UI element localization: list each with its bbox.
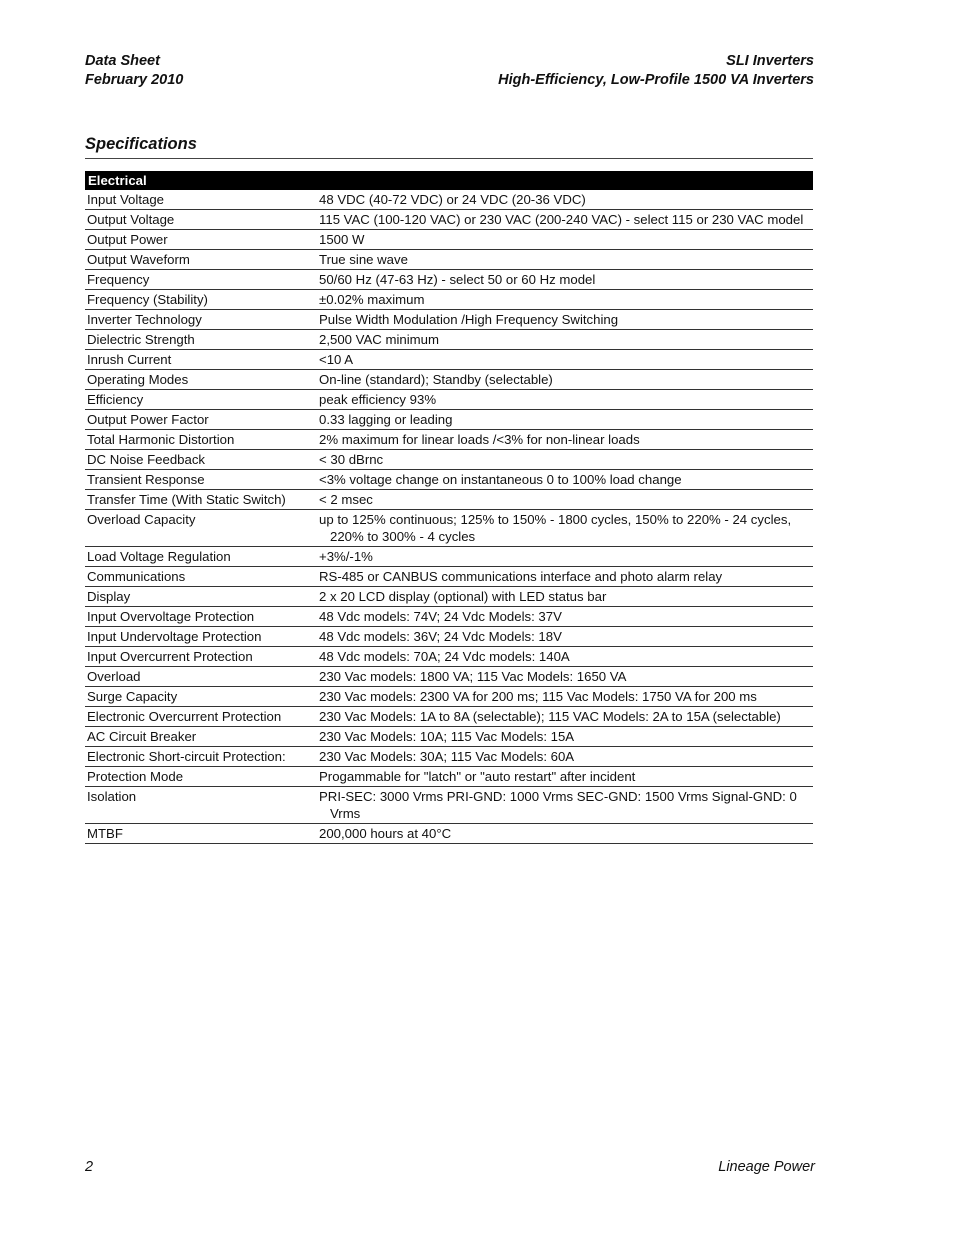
spec-value-cell bbox=[313, 450, 813, 470]
table-row bbox=[85, 824, 813, 844]
spec-value: < 30 dBrnc bbox=[319, 452, 384, 467]
spec-value: 2,500 VAC minimum bbox=[319, 332, 439, 347]
spec-value-cell bbox=[313, 410, 813, 430]
table-row bbox=[85, 787, 813, 824]
table-row bbox=[85, 390, 813, 410]
spec-value-cell bbox=[313, 647, 813, 667]
table-row bbox=[85, 490, 813, 510]
spec-value: PRI-SEC: 3000 Vrms PRI-GND: 1000 Vrms SEC-GND: 1500 Vrms Signal-GND: 0 Vrms bbox=[319, 789, 797, 821]
spec-value-cell bbox=[313, 547, 813, 567]
spec-value: 48 Vdc models: 74V; 24 Vdc Models: 37V bbox=[319, 609, 562, 624]
spec-value-cell bbox=[313, 707, 813, 727]
spec-parameter: Output Power Factor bbox=[85, 410, 313, 430]
spec-value-cell bbox=[313, 824, 813, 844]
spec-parameter: Load Voltage Regulation bbox=[85, 547, 313, 567]
table-row bbox=[85, 627, 813, 647]
spec-value-cell bbox=[313, 210, 813, 230]
spec-parameter: Frequency (Stability) bbox=[85, 290, 313, 310]
table-row bbox=[85, 350, 813, 370]
table-body bbox=[85, 190, 813, 844]
product-family: SLI Inverters bbox=[726, 53, 814, 69]
spec-value: 1500 W bbox=[319, 232, 365, 247]
spec-value: 115 VAC (100-120 VAC) or 230 VAC (200-240 VAC) - select 115 or 230 VAC model bbox=[319, 212, 804, 227]
spec-value-cell bbox=[313, 250, 813, 270]
spec-parameter: Surge Capacity bbox=[85, 687, 313, 707]
spec-value-cell bbox=[313, 687, 813, 707]
spec-parameter: Frequency bbox=[85, 270, 313, 290]
spec-value: +3%/-1% bbox=[319, 549, 373, 564]
spec-value-cell bbox=[313, 510, 813, 547]
spec-parameter: Transient Response bbox=[85, 470, 313, 490]
spec-parameter: Transfer Time (With Static Switch) bbox=[85, 490, 313, 510]
spec-parameter: Overload Capacity bbox=[85, 510, 313, 547]
spec-value-cell bbox=[313, 787, 813, 824]
spec-value: 0.33 lagging or leading bbox=[319, 412, 453, 427]
spec-value: Progammable for "latch" or "auto restart" after incident bbox=[319, 769, 636, 784]
spec-parameter: Input Overcurrent Protection bbox=[85, 647, 313, 667]
table-row bbox=[85, 707, 813, 727]
spec-value: 230 Vac models: 2300 VA for 200 ms; 115 Vac Models: 1750 VA for 200 ms bbox=[319, 689, 757, 704]
spec-value: up to 125% continuous; 125% to 150% - 1800 cycles, 150% to 220% - 24 cycles, 220% to 300% - 4 cycles bbox=[319, 512, 792, 544]
spec-value: 2% maximum for linear loads /<3% for non-linear loads bbox=[319, 432, 640, 447]
spec-value-cell bbox=[313, 350, 813, 370]
spec-value-cell bbox=[313, 587, 813, 607]
footer-company: Lineage Power bbox=[718, 1159, 815, 1175]
spec-value-cell bbox=[313, 727, 813, 747]
table-row bbox=[85, 290, 813, 310]
spec-value: On-line (standard); Standby (selectable) bbox=[319, 372, 553, 387]
spec-value: ±0.02% maximum bbox=[319, 292, 425, 307]
specifications-table bbox=[85, 171, 813, 844]
spec-value: 48 Vdc models: 36V; 24 Vdc Models: 18V bbox=[319, 629, 562, 644]
table-row bbox=[85, 230, 813, 250]
table-row bbox=[85, 510, 813, 547]
table-row bbox=[85, 687, 813, 707]
spec-parameter: Total Harmonic Distortion bbox=[85, 430, 313, 450]
spec-value-cell bbox=[313, 330, 813, 350]
spec-parameter: MTBF bbox=[85, 824, 313, 844]
spec-parameter: Efficiency bbox=[85, 390, 313, 410]
spec-value-cell bbox=[313, 767, 813, 787]
table-row bbox=[85, 250, 813, 270]
table-heading: Electrical bbox=[85, 171, 813, 190]
table-row bbox=[85, 647, 813, 667]
spec-parameter: Protection Mode bbox=[85, 767, 313, 787]
spec-parameter: Operating Modes bbox=[85, 370, 313, 390]
spec-value-cell bbox=[313, 607, 813, 627]
table-row bbox=[85, 547, 813, 567]
spec-value: < 2 msec bbox=[319, 492, 373, 507]
spec-value-cell bbox=[313, 747, 813, 767]
spec-value: 230 Vac Models: 30A; 115 Vac Models: 60A bbox=[319, 749, 575, 764]
spec-value: 230 Vac models: 1800 VA; 115 Vac Models: 1650 VA bbox=[319, 669, 627, 684]
table-row bbox=[85, 270, 813, 290]
spec-parameter: Dielectric Strength bbox=[85, 330, 313, 350]
spec-value-cell bbox=[313, 230, 813, 250]
spec-parameter: AC Circuit Breaker bbox=[85, 727, 313, 747]
spec-value: 48 Vdc models: 70A; 24 Vdc models: 140A bbox=[319, 649, 570, 664]
header-left bbox=[85, 52, 183, 90]
section-title: Specifications bbox=[85, 135, 197, 153]
document-date: February 2010 bbox=[85, 72, 184, 88]
table-row bbox=[85, 450, 813, 470]
table-row bbox=[85, 587, 813, 607]
spec-value: peak efficiency 93% bbox=[319, 392, 437, 407]
spec-value-cell bbox=[313, 490, 813, 510]
table-row bbox=[85, 330, 813, 350]
table-row bbox=[85, 470, 813, 490]
spec-value-cell bbox=[313, 190, 813, 210]
table-row bbox=[85, 370, 813, 390]
spec-value: 48 VDC (40-72 VDC) or 24 VDC (20-36 VDC) bbox=[319, 192, 586, 207]
table-row bbox=[85, 727, 813, 747]
spec-value-cell bbox=[313, 627, 813, 647]
spec-parameter: Electronic Short-circuit Protection: bbox=[85, 747, 313, 767]
spec-parameter: DC Noise Feedback bbox=[85, 450, 313, 470]
spec-parameter: Output Waveform bbox=[85, 250, 313, 270]
spec-parameter: Output Power bbox=[85, 230, 313, 250]
spec-value-cell bbox=[313, 567, 813, 587]
spec-parameter: Input Voltage bbox=[85, 190, 313, 210]
spec-parameter: Inrush Current bbox=[85, 350, 313, 370]
spec-value: 230 Vac Models: 1A to 8A (selectable); 115 VAC Models: 2A to 15A (selectable) bbox=[319, 709, 781, 724]
spec-parameter: Output Voltage bbox=[85, 210, 313, 230]
spec-parameter: Isolation bbox=[85, 787, 313, 824]
spec-value-cell bbox=[313, 290, 813, 310]
table-row bbox=[85, 607, 813, 627]
spec-value: <3% voltage change on instantaneous 0 to 100% load change bbox=[319, 472, 682, 487]
page-number: 2 bbox=[85, 1159, 94, 1175]
section-divider bbox=[85, 158, 813, 159]
spec-value-cell bbox=[313, 470, 813, 490]
spec-parameter: Inverter Technology bbox=[85, 310, 313, 330]
table-row bbox=[85, 430, 813, 450]
spec-value: <10 A bbox=[319, 352, 354, 367]
table-row bbox=[85, 767, 813, 787]
spec-value: RS-485 or CANBUS communications interface and photo alarm relay bbox=[319, 569, 723, 584]
spec-value-cell bbox=[313, 270, 813, 290]
table-row bbox=[85, 210, 813, 230]
spec-value-cell bbox=[313, 430, 813, 450]
spec-parameter: Overload bbox=[85, 667, 313, 687]
spec-value: 2 x 20 LCD display (optional) with LED status bar bbox=[319, 589, 607, 604]
table-row bbox=[85, 410, 813, 430]
document-type: Data Sheet bbox=[85, 53, 160, 69]
table-row bbox=[85, 567, 813, 587]
spec-parameter: Communications bbox=[85, 567, 313, 587]
spec-parameter: Input Undervoltage Protection bbox=[85, 627, 313, 647]
table-row bbox=[85, 747, 813, 767]
table-row bbox=[85, 667, 813, 687]
spec-value: 200,000 hours at 40°C bbox=[319, 826, 452, 841]
table-row bbox=[85, 190, 813, 210]
spec-value: 50/60 Hz (47-63 Hz) - select 50 or 60 Hz model bbox=[319, 272, 596, 287]
spec-value: Pulse Width Modulation /High Frequency Switching bbox=[319, 312, 619, 327]
table-heading-row bbox=[85, 171, 813, 190]
spec-parameter: Electronic Overcurrent Protection bbox=[85, 707, 313, 727]
product-description: High-Efficiency, Low-Profile 1500 VA Inverters bbox=[498, 72, 814, 88]
spec-parameter: Display bbox=[85, 587, 313, 607]
spec-value-cell bbox=[313, 390, 813, 410]
spec-value-cell bbox=[313, 667, 813, 687]
spec-value-cell bbox=[313, 310, 813, 330]
header-right bbox=[498, 52, 814, 90]
spec-parameter: Input Overvoltage Protection bbox=[85, 607, 313, 627]
spec-value-cell bbox=[313, 370, 813, 390]
spec-value: 230 Vac Models: 10A; 115 Vac Models: 15A bbox=[319, 729, 575, 744]
spec-value: True sine wave bbox=[319, 252, 408, 267]
table-row bbox=[85, 310, 813, 330]
